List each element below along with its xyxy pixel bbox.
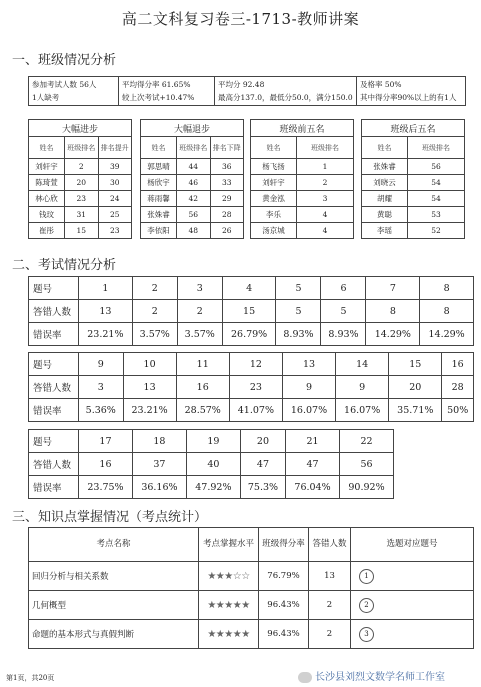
cell: 16: [79, 453, 133, 476]
column-header: 姓名: [141, 137, 177, 159]
question-cell: [351, 591, 474, 620]
cell: 5: [321, 300, 366, 323]
cell: 48: [177, 223, 211, 239]
cell: 47: [240, 453, 285, 476]
table-row: [251, 223, 354, 239]
cell: 54: [408, 191, 465, 207]
row-label: 题号: [29, 277, 79, 300]
cell: 17: [79, 430, 133, 453]
regress-table: [140, 119, 244, 239]
cell: 3: [79, 376, 124, 399]
table-row: [29, 223, 132, 239]
cell: 18: [132, 430, 186, 453]
cell: 张姝睿: [362, 159, 408, 175]
cell: 16: [442, 353, 474, 376]
section-class-analysis: 一、班级情况分析: [12, 53, 117, 68]
avg-score: 平均分 92.48: [218, 80, 265, 89]
row-label: 错误率: [29, 399, 79, 422]
cell: 46: [177, 175, 211, 191]
cell: 8: [420, 300, 474, 323]
row-label: 答错人数: [29, 300, 79, 323]
absent-count: 1人缺考: [32, 93, 60, 102]
pass-rate: 及格率 50%: [360, 80, 402, 89]
cell: 杨飞扬: [251, 159, 297, 175]
mastery-stars: ★★★☆☆: [199, 562, 259, 591]
cell: 9: [336, 376, 389, 399]
question-number[interactable]: 1: [359, 569, 374, 584]
cell: 13: [123, 376, 176, 399]
cell: 37: [132, 453, 186, 476]
cell: 8: [420, 277, 474, 300]
cell: 5.36%: [79, 399, 124, 422]
cell: 刘轩宇: [29, 159, 65, 175]
cell: 胡耀: [362, 191, 408, 207]
table-row: [29, 191, 132, 207]
cell: 20: [389, 376, 442, 399]
cell: 黄金泓: [251, 191, 297, 207]
row-label: 错误率: [29, 323, 79, 346]
knowledge-table: [28, 527, 474, 649]
cell: 40: [186, 453, 240, 476]
cell: 50%: [442, 399, 474, 422]
cell: 林心欣: [29, 191, 65, 207]
table-caption: 大幅进步: [29, 120, 132, 137]
table-row: [362, 175, 465, 191]
column-header: 班级排名: [408, 137, 465, 159]
cell: 9: [282, 376, 335, 399]
score-rate: 96.43%: [259, 591, 309, 620]
question-cell: [351, 620, 474, 649]
cell: 33: [210, 175, 244, 191]
table-row: [362, 191, 465, 207]
cell: 13: [79, 300, 133, 323]
page-title: 高二文科复习卷三-1713-教师讲案: [121, 10, 360, 28]
cell: 8: [366, 300, 420, 323]
cell: 23: [229, 376, 282, 399]
column-header: 排名提升: [98, 137, 132, 159]
cell: 8.93%: [276, 323, 321, 346]
cell: 53: [408, 207, 465, 223]
row-label: 错误率: [29, 476, 79, 499]
question-cell: [351, 562, 474, 591]
table-row: [141, 175, 244, 191]
cell: 20: [65, 175, 99, 191]
cell: 3.57%: [177, 323, 222, 346]
cell: 22: [340, 430, 394, 453]
analysis-table-2: [28, 352, 474, 422]
score-range: 最高分137.0，最低分50.0，满分150.0: [218, 93, 353, 102]
wrong-count: 2: [309, 620, 351, 649]
topic-name: 回归分析与相关系数: [29, 562, 199, 591]
table-row: [362, 207, 465, 223]
cell: 3: [177, 277, 222, 300]
cell: 2: [132, 277, 177, 300]
analysis-table-3: [28, 429, 394, 499]
cell: 30: [98, 175, 132, 191]
cell: 刘轩宇: [251, 175, 297, 191]
table-header-row: [29, 528, 474, 562]
bottom5-table: [361, 119, 465, 239]
table-row: [29, 277, 474, 300]
cell: 23.21%: [123, 399, 176, 422]
cell: 汤京城: [251, 223, 297, 239]
cell: 15: [222, 300, 276, 323]
cell: 2: [65, 159, 99, 175]
table-row: [251, 207, 354, 223]
table-row: [362, 159, 465, 175]
cell: 1: [79, 277, 133, 300]
summary-cell: [29, 77, 119, 106]
cell: 2: [132, 300, 177, 323]
cell: 刘晓云: [362, 175, 408, 191]
cell: 20: [240, 430, 285, 453]
cell: 陈琦萱: [29, 175, 65, 191]
table-row: [29, 376, 474, 399]
cell: 56: [177, 207, 211, 223]
cell: 10: [123, 353, 176, 376]
cell: 41.07%: [229, 399, 282, 422]
cell: 1: [297, 159, 354, 175]
cell: 23: [98, 223, 132, 239]
column-header: 姓名: [29, 137, 65, 159]
column-header: 班级排名: [65, 137, 99, 159]
cell: 张姝睿: [141, 207, 177, 223]
cell: 15: [65, 223, 99, 239]
column-header: 姓名: [362, 137, 408, 159]
cell: 25: [98, 207, 132, 223]
cell: 16.07%: [282, 399, 335, 422]
cell: 3.57%: [132, 323, 177, 346]
cell: 23.75%: [79, 476, 133, 499]
summary-cell: [119, 77, 215, 106]
score-rate: 96.43%: [259, 620, 309, 649]
score-rate: 76.79%: [259, 562, 309, 591]
cell: 47: [286, 453, 340, 476]
summary-table: [28, 76, 466, 106]
column-header: 姓名: [251, 137, 297, 159]
column-header: 选题对应题号: [351, 528, 474, 562]
table-row: [29, 562, 474, 591]
cell: 李依阳: [141, 223, 177, 239]
cell: 14.29%: [366, 323, 420, 346]
column-header: 班级得分率: [259, 528, 309, 562]
page-number: 第1页，共20页: [6, 674, 55, 682]
high-score-count: 其中得分率90%以上的有1人: [360, 93, 457, 102]
section-knowledge: 三、知识点掌握情况（考点统计）: [12, 510, 208, 525]
analysis-table-1: [28, 276, 474, 346]
table-row: [29, 430, 394, 453]
exam-count: 参加考试人数 56人: [32, 80, 97, 89]
cell: 11: [176, 353, 229, 376]
cell: 5: [276, 277, 321, 300]
cell: 2: [177, 300, 222, 323]
cell: 31: [65, 207, 99, 223]
wrong-count: 2: [309, 591, 351, 620]
topic-name: 几何概型: [29, 591, 199, 620]
cell: 8.93%: [321, 323, 366, 346]
cell: 郭思晴: [141, 159, 177, 175]
cell: 26.79%: [222, 323, 276, 346]
cell: 13: [282, 353, 335, 376]
cell: 李瑶: [362, 223, 408, 239]
row-label: 题号: [29, 430, 79, 453]
table-caption: 班级前五名: [251, 120, 354, 137]
table-row: [141, 207, 244, 223]
cell: 23: [65, 191, 99, 207]
question-number[interactable]: 3: [359, 627, 374, 642]
cell: 12: [229, 353, 282, 376]
summary-cell: [357, 77, 466, 106]
table-row: [141, 159, 244, 175]
row-label: 答错人数: [29, 453, 79, 476]
cell: 4: [222, 277, 276, 300]
progress-table: [28, 119, 132, 239]
table-row: [141, 191, 244, 207]
footer-brand: [298, 668, 445, 683]
cell: 15: [389, 353, 442, 376]
cell: 52: [408, 223, 465, 239]
cell: 36.16%: [132, 476, 186, 499]
table-row: [29, 591, 474, 620]
table-row: [29, 207, 132, 223]
cell: 李乐: [251, 207, 297, 223]
top5-table: [250, 119, 354, 239]
cell: 16: [176, 376, 229, 399]
table-row: [29, 323, 474, 346]
table-row: [251, 175, 354, 191]
cell: 3: [297, 191, 354, 207]
table-row: [29, 175, 132, 191]
column-header: 考点名称: [29, 528, 199, 562]
cell: 26: [210, 223, 244, 239]
column-header: 答错人数: [309, 528, 351, 562]
cell: 47.92%: [186, 476, 240, 499]
cell: 4: [297, 223, 354, 239]
cell: 35.71%: [389, 399, 442, 422]
table-row: [29, 399, 474, 422]
table-caption: 班级后五名: [362, 120, 465, 137]
cell: 56: [408, 159, 465, 175]
wechat-icon: [298, 672, 312, 683]
table-row: [362, 223, 465, 239]
cell: 蒋雨馨: [141, 191, 177, 207]
cell: 90.92%: [340, 476, 394, 499]
cell: 29: [210, 191, 244, 207]
cell: 杨欣宇: [141, 175, 177, 191]
cell: 钱玟: [29, 207, 65, 223]
cell: 36: [210, 159, 244, 175]
cell: 28.57%: [176, 399, 229, 422]
cell: 19: [186, 430, 240, 453]
table-row: [141, 223, 244, 239]
cell: 崔彤: [29, 223, 65, 239]
table-row: [29, 159, 132, 175]
cell: 4: [297, 207, 354, 223]
cell: 16.07%: [336, 399, 389, 422]
column-header: 班级排名: [297, 137, 354, 159]
cell: 21: [286, 430, 340, 453]
cell: 44: [177, 159, 211, 175]
cell: 42: [177, 191, 211, 207]
table-row: [29, 453, 394, 476]
cell: 24: [98, 191, 132, 207]
column-header: 排名下降: [210, 137, 244, 159]
cell: 76.04%: [286, 476, 340, 499]
column-header: 考点掌握水平: [199, 528, 259, 562]
table-row: [251, 159, 354, 175]
rate-change: 较上次考试+10.47%: [122, 93, 195, 102]
question-number[interactable]: 2: [359, 598, 374, 613]
cell: 54: [408, 175, 465, 191]
cell: 7: [366, 277, 420, 300]
cell: 9: [79, 353, 124, 376]
cell: 14.29%: [420, 323, 474, 346]
column-header: 班级排名: [177, 137, 211, 159]
table-row: [29, 476, 394, 499]
cell: 75.3%: [240, 476, 285, 499]
section-exam-analysis: 二、考试情况分析: [12, 258, 117, 273]
wrong-count: 13: [309, 562, 351, 591]
row-label: 题号: [29, 353, 79, 376]
table-row: [29, 620, 474, 649]
brand-text: 长沙县刘烈文数学名师工作室: [315, 672, 445, 683]
summary-cell: [215, 77, 357, 106]
cell: 28: [210, 207, 244, 223]
topic-name: 命题的基本形式与真假判断: [29, 620, 199, 649]
cell: 6: [321, 277, 366, 300]
mastery-stars: ★★★★★: [199, 591, 259, 620]
cell: 28: [442, 376, 474, 399]
cell: 2: [297, 175, 354, 191]
cell: 56: [340, 453, 394, 476]
row-label: 答错人数: [29, 376, 79, 399]
table-caption: 大幅退步: [141, 120, 244, 137]
cell: 5: [276, 300, 321, 323]
mastery-stars: ★★★★★: [199, 620, 259, 649]
table-row: [29, 300, 474, 323]
table-row: [251, 191, 354, 207]
table-row: [29, 353, 474, 376]
avg-rate: 平均得分率 61.65%: [122, 80, 191, 89]
cell: 23.21%: [79, 323, 133, 346]
cell: 14: [336, 353, 389, 376]
cell: 黄聪: [362, 207, 408, 223]
cell: 39: [98, 159, 132, 175]
